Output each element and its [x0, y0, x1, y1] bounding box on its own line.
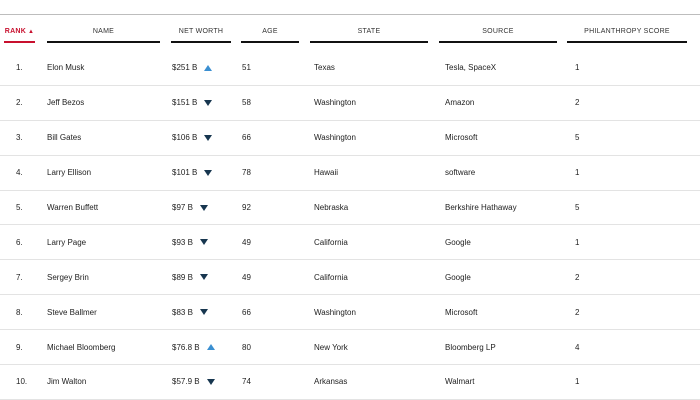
name-cell: [47, 260, 89, 294]
rank-cell-text: 8.: [16, 307, 23, 317]
age-cell-text: 78: [242, 168, 251, 178]
net-worth-cell-text: $57.9 B: [172, 377, 200, 387]
age-cell: [242, 121, 251, 155]
table-row[interactable]: [0, 330, 700, 365]
age-cell-text: 66: [242, 307, 251, 317]
state-cell: [314, 365, 347, 399]
net-worth-cell: [172, 365, 215, 399]
age-cell: [242, 51, 251, 85]
table-row[interactable]: [0, 225, 700, 260]
net-worth-cell: [172, 86, 212, 120]
rank-cell-text: 5.: [16, 203, 23, 212]
source-cell-text: software: [445, 168, 476, 178]
source-cell-text: Walmart: [445, 377, 475, 387]
source-cell-text: Microsoft: [445, 307, 478, 317]
rank-cell: [16, 330, 23, 364]
rank-cell-text: 2.: [16, 98, 23, 108]
state-cell: [314, 295, 356, 329]
name-cell: [47, 51, 84, 85]
state-cell: [314, 225, 348, 259]
sort-ascending-icon: ▲: [28, 29, 35, 35]
column-label-age: AGE: [262, 28, 278, 35]
source-cell: [445, 191, 517, 225]
net-worth-cell-text: $151 B: [172, 98, 198, 108]
state-cell-text: Texas: [314, 63, 335, 73]
table-row[interactable]: [0, 86, 700, 121]
trend-down-icon: [207, 379, 215, 385]
source-cell-text: Google: [445, 237, 471, 247]
column-label-state: STATE: [357, 28, 381, 35]
source-cell-text: Google: [445, 272, 471, 282]
top-divider: [0, 14, 700, 15]
rank-cell-text: 9.: [16, 342, 23, 352]
rank-cell-text: 6.: [16, 237, 23, 247]
philanthropy-score-cell-text: 5: [575, 203, 580, 212]
state-cell-text: Washington: [314, 98, 356, 108]
name-cell-text: Steve Ballmer: [47, 307, 97, 317]
column-label-net-worth: NET WORTH: [178, 28, 224, 35]
state-cell-text: Washington: [314, 307, 356, 317]
age-cell: [242, 330, 251, 364]
age-cell-text: 49: [242, 237, 251, 247]
net-worth-cell-text: $97 B: [172, 203, 193, 212]
name-cell: [47, 365, 86, 399]
name-cell-text: Jim Walton: [47, 377, 87, 387]
column-header-net-worth[interactable]: [171, 25, 231, 43]
source-cell: [445, 365, 474, 399]
state-cell-text: California: [314, 272, 348, 282]
table-body: [0, 51, 700, 400]
net-worth-cell-text: $251 B: [172, 63, 198, 73]
trend-down-icon: [200, 239, 208, 245]
rank-cell-text: 10.: [16, 377, 28, 387]
trend-down-icon: [204, 100, 212, 106]
rank-cell-text: 3.: [16, 133, 23, 143]
age-cell-text: 58: [242, 98, 251, 108]
trend-down-icon: [204, 135, 212, 141]
philanthropy-score-cell: [575, 86, 579, 120]
philanthropy-score-cell-text: 5: [575, 133, 580, 143]
trend-up-icon: [207, 344, 215, 350]
column-header-name[interactable]: [47, 25, 160, 43]
name-cell: [47, 86, 84, 120]
source-cell: [445, 86, 474, 120]
age-cell: [242, 295, 251, 329]
source-cell: [445, 295, 477, 329]
trend-down-icon: [200, 274, 208, 280]
trend-up-icon: [204, 65, 212, 71]
name-cell: [47, 156, 91, 190]
net-worth-cell-text: $89 B: [172, 272, 193, 282]
rank-cell: [16, 51, 23, 85]
philanthropy-score-cell: [575, 260, 579, 294]
source-cell-text: Bloomberg LP: [445, 342, 496, 352]
name-cell-text: Larry Page: [47, 237, 87, 247]
name-cell-text: Jeff Bezos: [47, 98, 85, 108]
rank-cell: [16, 295, 23, 329]
net-worth-cell: [172, 225, 208, 259]
source-cell: [445, 225, 471, 259]
state-cell-text: New York: [314, 342, 348, 352]
state-cell: [314, 260, 348, 294]
philanthropy-score-cell-text: 1: [575, 168, 580, 178]
age-cell-text: 51: [242, 63, 251, 73]
name-cell-text: Sergey Brin: [47, 272, 89, 282]
column-label-rank: RANK: [4, 28, 27, 35]
age-cell-text: 92: [242, 203, 251, 212]
net-worth-cell: [172, 156, 212, 190]
philanthropy-score-cell-text: 1: [575, 63, 580, 73]
age-cell: [242, 365, 251, 399]
net-worth-cell: [172, 295, 208, 329]
state-cell: [314, 191, 348, 225]
source-cell: [445, 156, 475, 190]
table-row[interactable]: [0, 295, 700, 330]
net-worth-cell: [172, 51, 212, 85]
philanthropy-score-cell: [575, 191, 579, 225]
state-cell-text: California: [314, 237, 348, 247]
column-label-name: NAME: [92, 28, 115, 35]
rank-cell: [16, 260, 23, 294]
table-row[interactable]: [0, 156, 700, 191]
source-cell-text: Microsoft: [445, 133, 478, 143]
philanthropy-score-cell-text: 1: [575, 377, 580, 387]
column-label-source: SOURCE: [482, 28, 514, 35]
net-worth-cell: [172, 330, 215, 364]
state-cell: [314, 51, 335, 85]
column-label-philanthropy-score: PHILANTHROPY SCORE: [584, 28, 670, 35]
source-cell: [445, 51, 496, 85]
philanthropy-score-cell-text: 2: [575, 307, 580, 317]
age-cell: [242, 191, 251, 225]
rank-cell-text: 4.: [16, 168, 23, 178]
age-cell-text: 49: [242, 272, 251, 282]
name-cell-text: Michael Bloomberg: [47, 342, 116, 352]
source-cell: [445, 330, 496, 364]
philanthropy-score-cell: [575, 121, 579, 155]
name-cell: [47, 330, 115, 364]
net-worth-cell-text: $106 B: [172, 133, 198, 143]
name-cell: [47, 121, 81, 155]
rank-cell: [16, 225, 23, 259]
philanthropy-score-cell-text: 4: [575, 342, 580, 352]
source-cell: [445, 260, 471, 294]
trend-down-icon: [204, 170, 212, 176]
name-cell: [47, 191, 98, 225]
source-cell-text: Amazon: [445, 98, 475, 108]
rank-cell: [16, 191, 23, 225]
age-cell: [242, 260, 251, 294]
philanthropy-score-cell: [575, 225, 579, 259]
rank-cell: [16, 365, 27, 399]
state-cell: [314, 121, 356, 155]
net-worth-cell-text: $83 B: [172, 307, 193, 317]
philanthropy-score-cell-text: 2: [575, 272, 580, 282]
philanthropy-score-cell: [575, 365, 579, 399]
philanthropy-score-cell-text: 1: [575, 237, 580, 247]
table-row[interactable]: [0, 260, 700, 295]
column-header-state[interactable]: [310, 25, 428, 43]
column-header-rank[interactable]: [4, 25, 35, 43]
state-cell-text: Nebraska: [314, 203, 349, 212]
column-header-age[interactable]: [241, 25, 299, 43]
age-cell: [242, 156, 251, 190]
table-row[interactable]: [0, 191, 700, 226]
state-cell-text: Washington: [314, 133, 356, 143]
state-cell: [314, 86, 356, 120]
name-cell: [47, 295, 97, 329]
state-cell-text: Hawaii: [314, 168, 339, 178]
net-worth-cell-text: $76.8 B: [172, 342, 200, 352]
table-row[interactable]: [0, 365, 700, 400]
net-worth-cell: [172, 260, 208, 294]
philanthropy-score-cell: [575, 51, 579, 85]
age-cell: [242, 225, 251, 259]
rank-cell: [16, 156, 23, 190]
state-cell-text: Arkansas: [314, 377, 348, 387]
philanthropy-score-cell-text: 2: [575, 98, 580, 108]
trend-down-icon: [200, 205, 208, 211]
name-cell-text: Elon Musk: [47, 63, 85, 73]
name-cell-text: Larry Ellison: [47, 168, 92, 178]
philanthropy-score-cell: [575, 295, 579, 329]
net-worth-cell-text: $93 B: [172, 237, 193, 247]
age-cell-text: 74: [242, 377, 251, 387]
philanthropy-score-cell: [575, 330, 579, 364]
source-cell: [445, 121, 477, 155]
table-header: [0, 25, 700, 45]
net-worth-cell-text: $101 B: [172, 168, 198, 178]
column-header-source[interactable]: [439, 25, 557, 43]
age-cell: [242, 86, 251, 120]
rank-cell-text: 7.: [16, 272, 23, 282]
state-cell: [314, 156, 338, 190]
rank-cell: [16, 121, 23, 155]
philanthropy-score-cell: [575, 156, 579, 190]
column-header-philanthropy-score[interactable]: [567, 25, 687, 43]
source-cell-text: Tesla, SpaceX: [445, 63, 497, 73]
name-cell: [47, 225, 86, 259]
trend-down-icon: [200, 309, 208, 315]
age-cell-text: 80: [242, 342, 251, 352]
rank-cell: [16, 86, 23, 120]
table-row[interactable]: [0, 51, 700, 86]
net-worth-cell: [172, 121, 212, 155]
name-cell-text: Bill Gates: [47, 133, 82, 143]
rank-cell-text: 1.: [16, 63, 23, 73]
source-cell-text: Berkshire Hathaway: [445, 203, 517, 212]
net-worth-cell: [172, 191, 208, 225]
state-cell: [314, 330, 348, 364]
table-row[interactable]: [0, 121, 700, 156]
age-cell-text: 66: [242, 133, 251, 143]
name-cell-text: Warren Buffett: [47, 203, 99, 212]
